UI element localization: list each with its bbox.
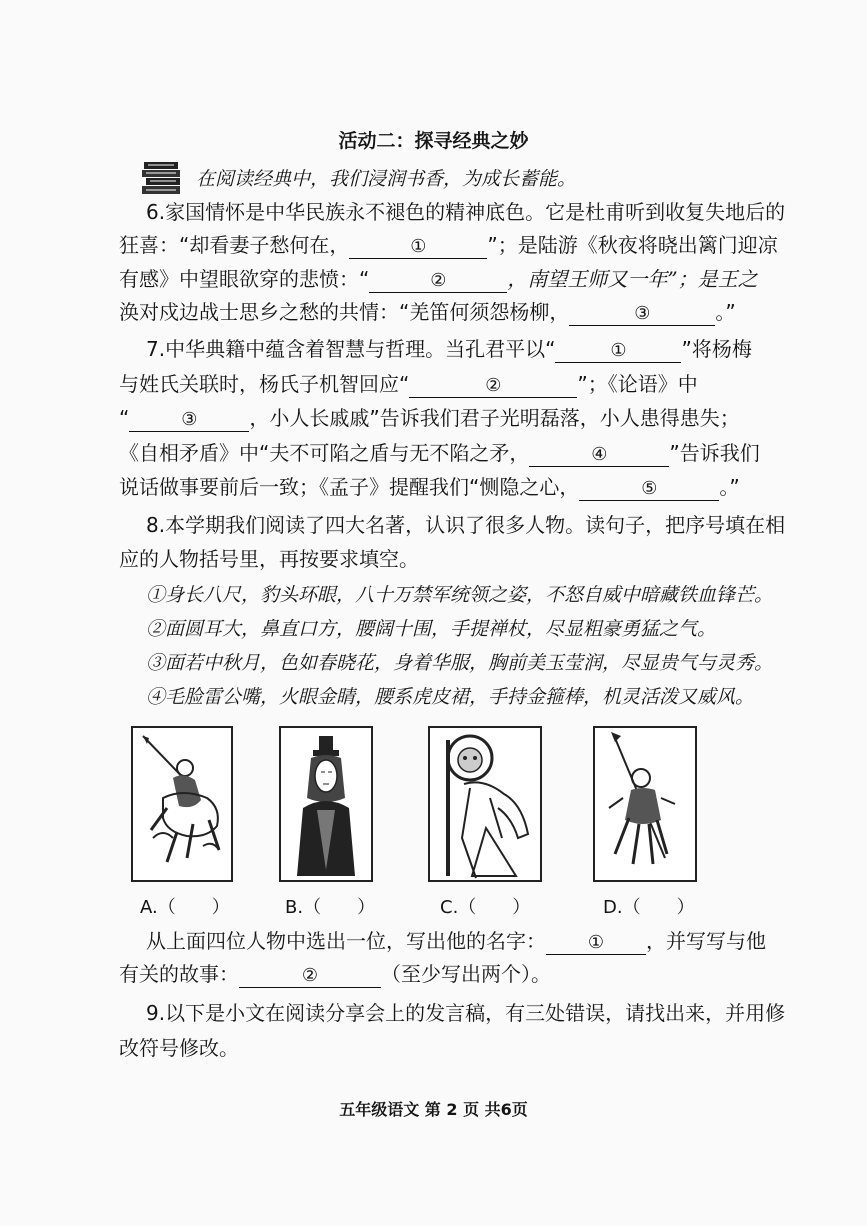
q7-text: ”；《论语》中 <box>577 372 698 396</box>
q8-sentence-3: ③面若中秋月，色如春晓花，身着华服，胸前美玉莹润，尽显贵气与灵秀。 <box>146 652 774 674</box>
q8-text: （至少写出两个）。 <box>381 962 551 986</box>
q8-text: 从上面四位人物中选出一位，写出他的名字： <box>146 929 546 953</box>
q6-blank-1[interactable]: ① <box>349 234 487 259</box>
q6-text: ，南望王师又一年”；是王之 <box>507 267 758 291</box>
label-b[interactable]: B.（ ） <box>285 897 376 918</box>
q8-line-2: 应的人物括号里，再按要求填空。 <box>119 547 419 571</box>
q7-blank-5[interactable]: ⑤ <box>579 476 719 501</box>
q8-text: 有关的故事： <box>119 962 239 986</box>
q6-line-3 <box>119 266 758 293</box>
q6-text: ”；是陆游《秋夜将晓出篱门迎凉 <box>487 233 778 257</box>
q7-line-4 <box>119 440 760 467</box>
q8-sentence-2: ②面圆耳大，鼻直口方，腰阔十围，手提禅杖，尽显粗豪勇猛之气。 <box>146 618 717 640</box>
q7-line-1 <box>146 336 752 363</box>
page-footer: 五年级语文 第 2 页 共6页 <box>339 1100 528 1119</box>
q6-blank-2[interactable]: ② <box>369 268 507 293</box>
illustration-c <box>428 726 542 882</box>
q6-text: 。” <box>715 300 736 324</box>
illustration-d <box>593 726 697 882</box>
q8-text: ，并写写与他 <box>646 929 766 953</box>
q8-line-1: 8.本学期我们阅读了四大名著，认识了很多人物。读句子，把序号填在相 <box>146 513 786 537</box>
q7-text: 与姓氏关联时，杨氏子机智回应“ <box>119 372 410 396</box>
label-c[interactable]: C.（ ） <box>440 897 531 918</box>
q7-blank-2[interactable]: ② <box>409 373 577 398</box>
q8-fill-line-2 <box>119 961 551 988</box>
q7-line-2 <box>119 371 698 398</box>
label-d[interactable]: D.（ ） <box>603 897 695 918</box>
q7-blank-1[interactable]: ① <box>555 338 681 363</box>
q7-text: ”告诉我们 <box>669 441 760 465</box>
q7-text: 7.中华典籍中蕴含着智慧与哲理。当孔君平以“ <box>146 337 556 361</box>
q6-line-2 <box>119 232 778 259</box>
q6-text: 有感》中望眼欲穿的悲愤：“ <box>119 267 370 291</box>
q7-text: “ <box>119 406 130 430</box>
label-a[interactable]: A.（ ） <box>140 897 230 918</box>
q7-blank-4[interactable]: ④ <box>529 442 669 467</box>
q8-fill-blank-2[interactable]: ② <box>239 963 381 988</box>
q8-fill-line-1 <box>146 928 766 955</box>
q7-text: ，小人长戚戚”告诉我们君子光明磊落，小人患得患失； <box>249 406 740 430</box>
illustration-b <box>279 726 373 882</box>
q6-line-4 <box>119 299 736 326</box>
q9-line-2: 改符号修改。 <box>119 1036 239 1060</box>
books-icon <box>140 160 184 196</box>
section-title: 活动二：探寻经典之妙 <box>338 130 529 152</box>
q8-fill-blank-1[interactable]: ① <box>546 930 646 955</box>
illustration-a <box>131 726 233 882</box>
q9-line-1: 9.以下是小文在阅读分享会上的发言稿，有三处错误，请找出来，并用修 <box>146 1001 786 1025</box>
q7-line-3 <box>119 405 740 432</box>
q6-text: 狂喜：“却看妻子愁何在， <box>119 233 350 257</box>
q8-sentence-4: ④毛脸雷公嘴，火眼金睛，腰系虎皮裙，手持金箍棒，机灵活泼又威风。 <box>146 686 755 708</box>
q6-blank-3[interactable]: ③ <box>569 301 715 326</box>
q8-sentence-1: ①身长八尺，豹头环眼，八十万禁军统领之姿，不怒自威中暗藏铁血锋芒。 <box>146 584 774 606</box>
q7-text: ”将杨梅 <box>681 337 752 361</box>
section-intro: 在阅读经典中，我们浸润书香，为成长蓄能。 <box>196 168 577 190</box>
q6-line-1: 6.家国情怀是中华民族永不褪色的精神底色。它是杜甫听到收复失地后的 <box>146 200 786 224</box>
q7-blank-3[interactable]: ③ <box>129 407 249 432</box>
q6-text: 涣对戍边战士思乡之愁的共情：“羌笛何须怨杨柳， <box>119 300 570 324</box>
q7-text: 《自相矛盾》中“夫不可陷之盾与无不陷之矛， <box>119 441 530 465</box>
q7-text: 说话做事要前后一致；《孟子》提醒我们“恻隐之心， <box>119 475 580 499</box>
q7-line-5 <box>119 474 740 501</box>
q7-text: 。” <box>719 475 740 499</box>
